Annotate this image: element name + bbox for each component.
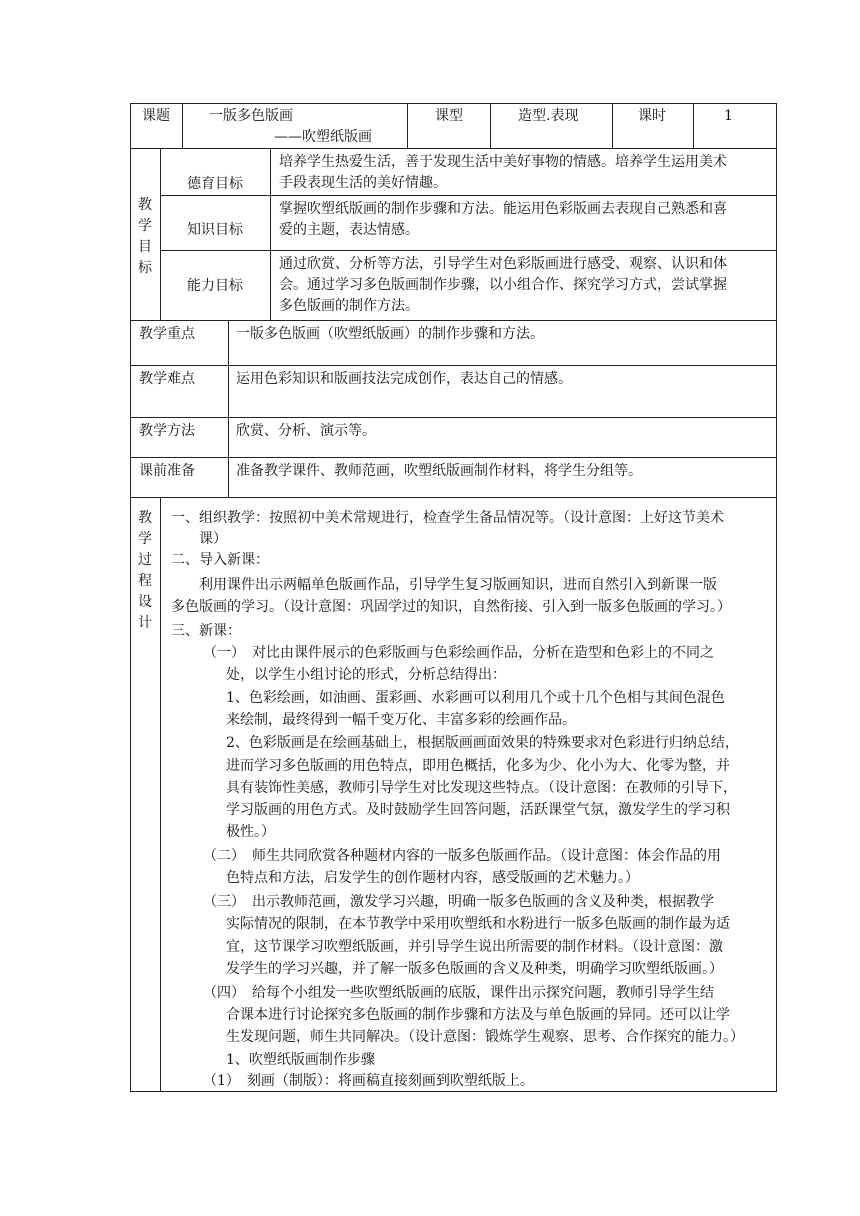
process-line: 2、色彩版画是在绘画基础上，根据版画画面效果的特殊要求对色彩进行归纳总结，: [226, 735, 739, 751]
process-group-label: 教 学 过 程 设 计: [138, 510, 152, 631]
process-line: （1） 刻画（制版）：将画稿直接刻画到吹塑纸版上。: [203, 1073, 534, 1089]
process-line: 三、新课：: [171, 623, 241, 639]
method-label: 教学方法: [139, 423, 195, 439]
knowledge-goal-label: 知识目标: [187, 222, 243, 238]
rule-v-header-2: [407, 103, 408, 148]
topic-title: 一版多色版画: [209, 108, 293, 124]
process-line: 进而学习多色版画的用色特点，即用色概括，化多为少、化小为大、化零为整，并: [226, 758, 730, 774]
ability-goal-line: 会。通过学习多色版画制作步骤，以小组合作、探究学习方式，尝试掌握: [279, 277, 727, 293]
prep-value: 准备教学课件、教师范画，吹塑纸版画制作材料，将学生分组等。: [236, 463, 642, 479]
lesson-type-label: 课型: [435, 108, 463, 124]
process-line: 多色版画的学习。（设计意图：巩固学过的知识，自然衔接、引入到一版多色版画的学习。）: [171, 599, 731, 615]
process-line: 二、导入新课：: [171, 552, 269, 568]
goals-group-label: 教 学 目 标: [138, 197, 152, 276]
rule-prep-bottom: [130, 497, 777, 498]
rule-v-header-1: [182, 103, 183, 148]
topic-subtitle: ——吹塑纸版画: [274, 129, 372, 145]
process-line: （四） 给每个小组发一些吹塑纸版画的底版，课件出示探究问题，教师引导学生结: [203, 985, 714, 1001]
method-value: 欣赏、分析、演示等。: [236, 423, 376, 439]
focus-label: 教学重点: [139, 326, 195, 342]
rule-v-rows: [228, 320, 229, 497]
knowledge-goal-line: 爱的主题，表达情感。: [279, 222, 419, 238]
process-line: 发学生的学习兴趣，并了解一版多色版画的含义及种类，明确学习吹塑纸版画。）: [226, 961, 723, 977]
rule-v-process: [160, 497, 161, 1092]
process-line: 1、吹塑纸版画制作步骤: [226, 1052, 375, 1068]
process-line: 1、色彩绘画，如油画、蛋彩画、水彩画可以利用几个或十几个色相与其间色混色: [226, 690, 725, 706]
topic-label: 课题: [142, 108, 170, 124]
process-line: 课）: [199, 531, 227, 547]
process-line: 宜，这节课学习吹塑纸版画，并引导学生说出所需要的制作材料。（设计意图：激: [226, 939, 723, 955]
class-hours-value: 1: [724, 108, 733, 124]
ability-goal-line: 多色版画的制作方法。: [279, 298, 419, 314]
rule-goal-2: [160, 250, 777, 251]
process-line: 一、组织教学：按照初中美术常规进行，检查学生备品情况等。（设计意图：上好这节美术: [171, 510, 724, 526]
process-line: 生发现问题，师生共同解决。（设计意图：锻炼学生观察、思考、合作探究的能力。）: [226, 1029, 744, 1045]
focus-value: 一版多色版画（吹塑纸版画）的制作步骤和方法。: [236, 326, 544, 342]
moral-goal-line: 培养学生热爱生活，善于发现生活中美好事物的情感。培养学生运用美术: [279, 154, 727, 170]
moral-goal-line: 手段表现生活的美好情趣。: [279, 175, 447, 191]
rule-v-header-3: [490, 103, 491, 148]
difficulty-label: 教学难点: [139, 371, 195, 387]
process-line: 实际情况的限制，在本节教学中采用吹塑纸和水粉进行一版多色版画的制作最为适: [226, 916, 730, 932]
process-line: 极性。）: [226, 824, 275, 840]
process-line: 色特点和方法，启发学生的创作题材内容，感受版画的艺术魅力。）: [226, 870, 639, 886]
process-line: （二） 师生共同欣赏各种题材内容的一版多色版画作品。（设计意图：体会作品的用: [203, 848, 721, 864]
ability-goal-label: 能力目标: [187, 278, 243, 294]
process-line: （三） 出示教师范画，激发学习兴趣，明确一版多色版画的含义及种类，根据教学: [203, 894, 714, 910]
process-line: 合课本进行讨论探究多色版画的制作步骤和方法及与单色版画的异同。还可以让学: [226, 1007, 730, 1023]
difficulty-value: 运用色彩知识和版画技法完成创作，表达自己的情感。: [236, 371, 572, 387]
rule-v-goals-2: [270, 148, 271, 320]
class-hours-label: 课时: [638, 108, 666, 124]
process-line: 具有装饰性美感，教师引导学生对比发现这些特点。（设计意图：在教师的引导下，: [226, 780, 737, 796]
rule-v-goals-1: [160, 148, 161, 320]
process-line: 处，以学生小组讨论的形式，分析总结得出：: [226, 667, 506, 683]
ability-goal-line: 通过欣赏、分析等方法，引导学生对色彩版画进行感受、观察、认识和体: [279, 256, 727, 272]
process-line: 学习版画的用色方式。及时鼓励学生回答问题，活跃课堂气氛，激发学生的学习积: [226, 802, 730, 818]
process-line: 利用课件出示两幅单色版画作品，引导学生复习版画知识，进而自然引入到新课一版: [199, 577, 717, 593]
knowledge-goal-line: 掌握吹塑纸版画的制作步骤和方法。能运用色彩版画去表现自己熟悉和喜: [279, 201, 727, 217]
rule-v-header-4: [612, 103, 613, 148]
moral-goal-label: 德育目标: [187, 176, 243, 192]
process-line: （一） 对比由课件展示的色彩版画与色彩绘画作品，分析在造型和色彩上的不同之: [203, 645, 714, 661]
rule-goal-1: [160, 195, 777, 196]
lesson-type-value: 造型.表现: [518, 108, 579, 124]
prep-label: 课前准备: [139, 463, 195, 479]
process-line: 来绘制，最终得到一幅千变万化、丰富多彩的绘画作品。: [226, 712, 576, 728]
rule-header-bottom: [130, 148, 777, 149]
rule-v-header-5: [693, 103, 694, 148]
